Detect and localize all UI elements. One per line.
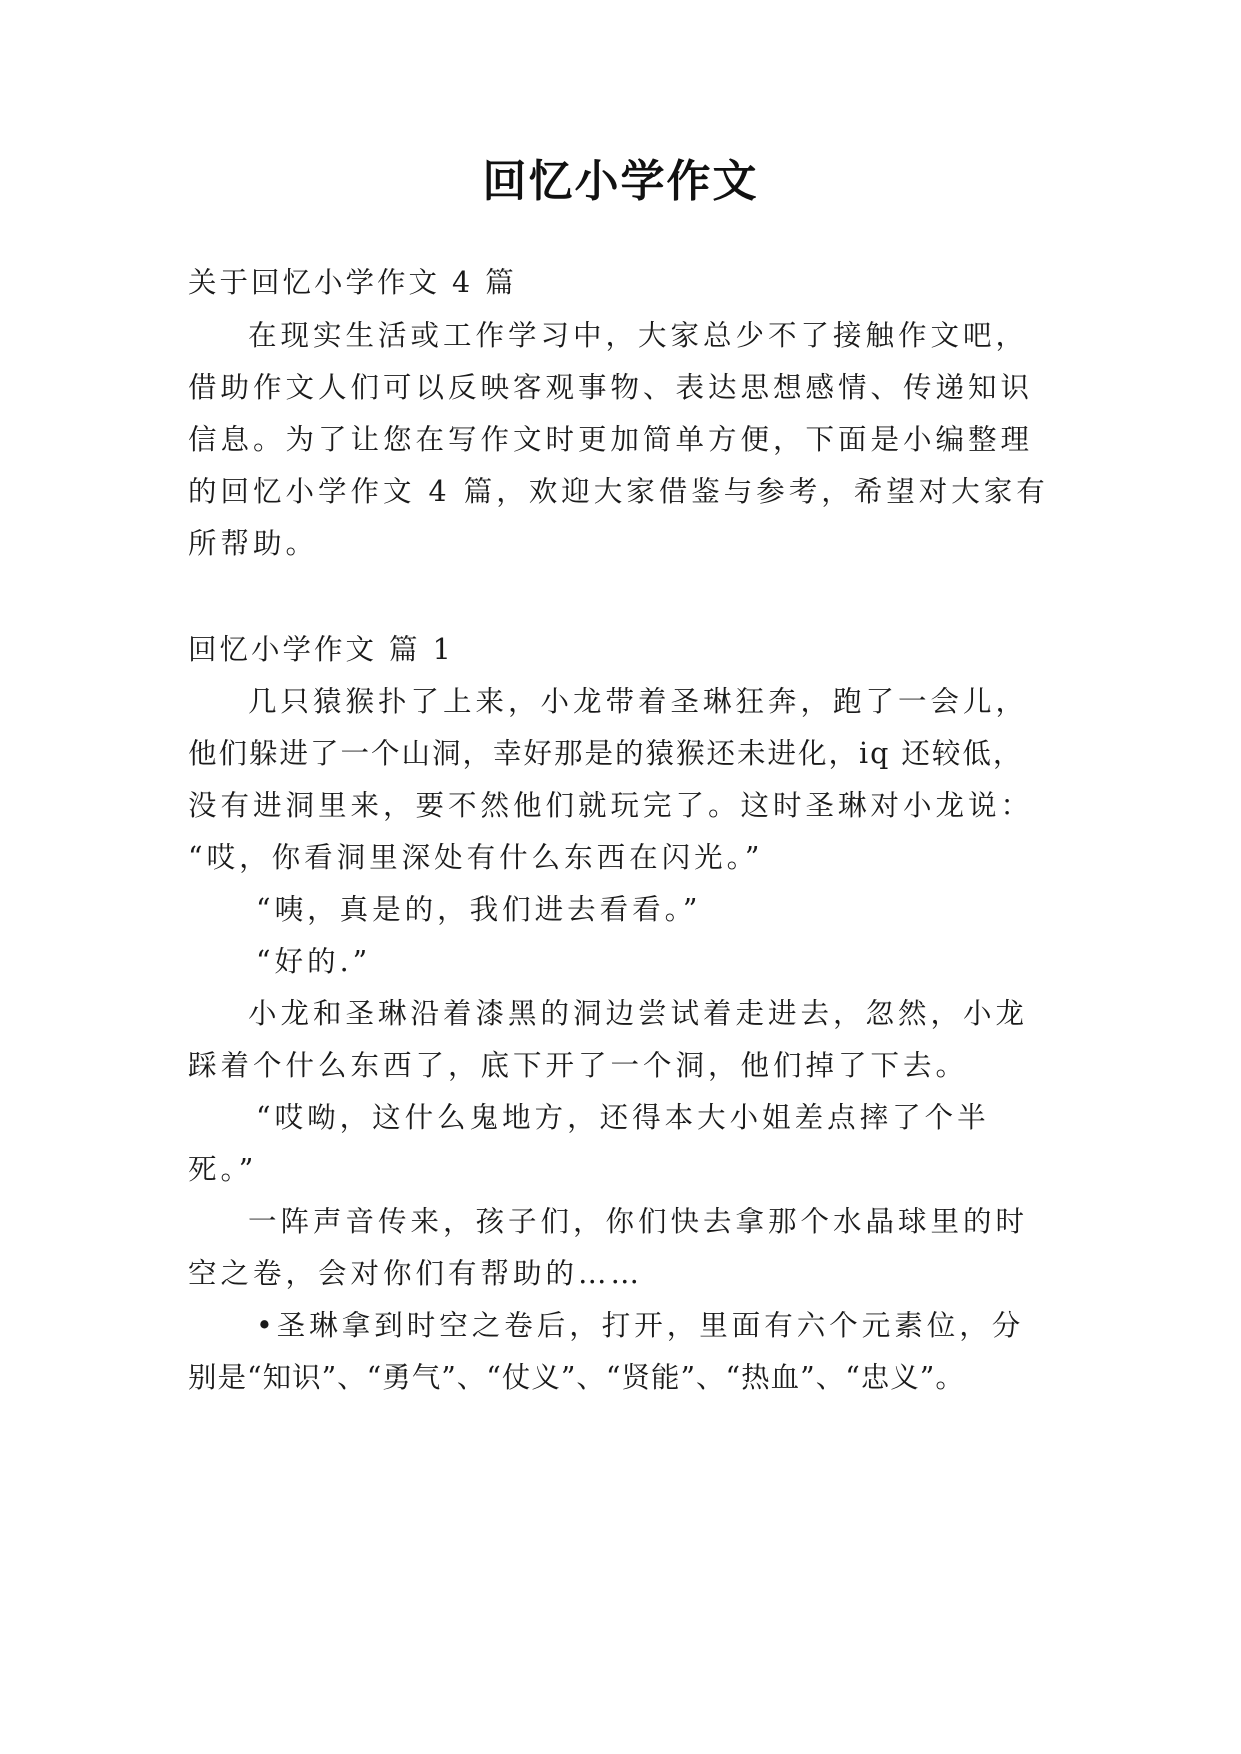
body-line: 没有进洞里来，要不然他们就玩完了。这时圣琳对小龙说：: [188, 789, 1034, 822]
intro-line: 所帮助。: [188, 527, 319, 560]
intro-line: 借助作文人们可以反映客观事物、表达思想感情、传递知识: [188, 371, 1034, 404]
body-line: 死。”: [188, 1153, 258, 1186]
body-line: “好的.”: [256, 945, 372, 978]
body-line: “咦，真是的，我们进去看看。”: [256, 893, 702, 926]
body-line: •圣琳拿到时空之卷后，打开，里面有六个元素位，分: [256, 1309, 1025, 1342]
body-line: 小龙和圣琳沿着漆黑的洞边尝试着走进去，忽然，小龙: [248, 997, 1029, 1030]
body-line: 一阵声音传来，孩子们，你们快去拿那个水晶球里的时: [248, 1205, 1029, 1238]
body-line: 踩着个什么东西了，底下开了一个洞，他们掉了下去。: [188, 1049, 969, 1082]
intro-heading: 关于回忆小学作文 4 篇: [188, 266, 517, 299]
body-line: “哎，你看洞里深处有什么东西在闪光。”: [188, 841, 764, 874]
intro-line: 在现实生活或工作学习中，大家总少不了接触作文吧，: [248, 319, 1029, 352]
body-line: 几只猿猴扑了上来，小龙带着圣琳狂奔，跑了一会儿，: [248, 685, 1029, 718]
body-line: 他们躲进了一个山洞，幸好那是的猿猴还未进化，iq 还较低，: [188, 737, 1024, 770]
intro-line: 信息。为了让您在写作文时更加简单方便，下面是小编整理: [188, 423, 1034, 456]
body-line: 空之卷，会对你们有帮助的……: [188, 1257, 644, 1290]
section-heading: 回忆小学作文 篇 1: [188, 633, 454, 666]
intro-line: 的回忆小学作文 4 篇，欢迎大家借鉴与参考，希望对大家有: [188, 475, 1049, 508]
body-line: 别是“知识”、“勇气”、“仗义”、“贤能”、“热血”、“忠义”。: [188, 1361, 965, 1394]
document-title: 回忆小学作文: [482, 156, 759, 207]
body-line: “哎呦，这什么鬼地方，还得本大小姐差点摔了个半: [256, 1101, 990, 1134]
